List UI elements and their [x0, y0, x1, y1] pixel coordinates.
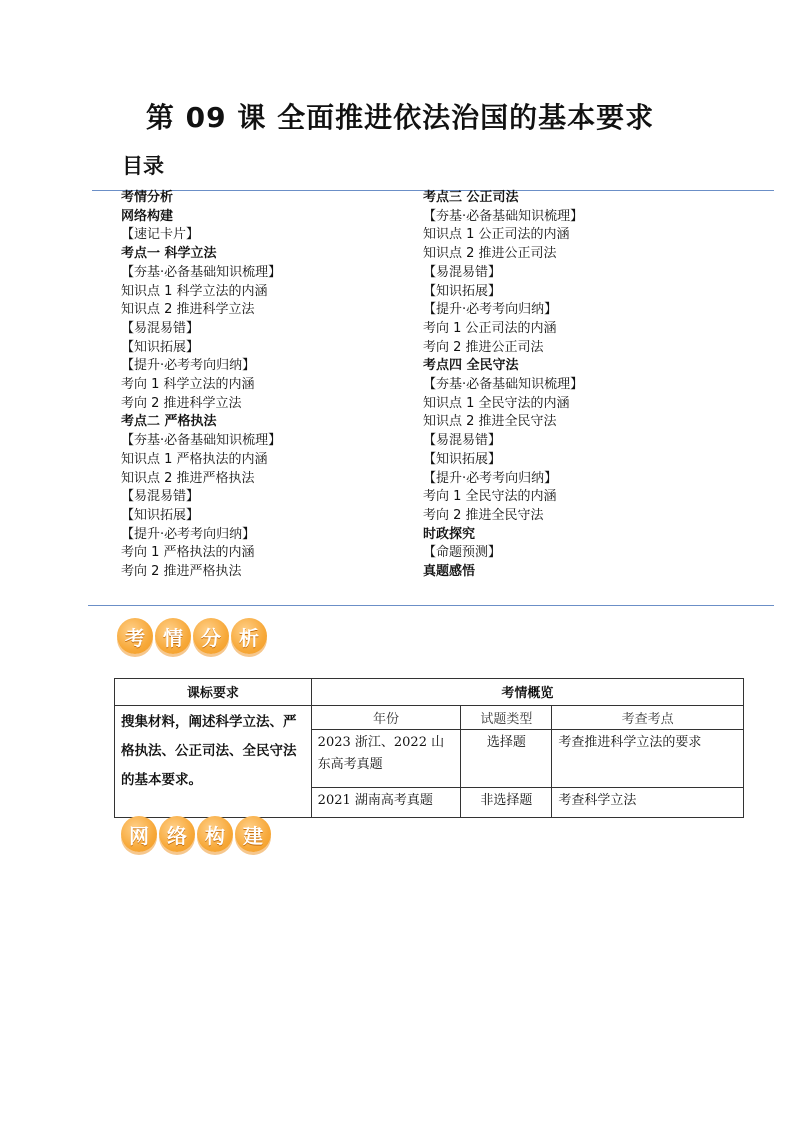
- section-badge-exam-analysis: [117, 618, 267, 654]
- toc-link[interactable]: 网络构建: [121, 208, 174, 224]
- badge-char: 建: [235, 816, 271, 852]
- toc-link[interactable]: 【速记卡片】: [121, 227, 200, 243]
- subheader-year: 年份: [311, 706, 461, 730]
- toc-link[interactable]: 考向 1 公正司法的内涵: [423, 320, 557, 336]
- toc-link[interactable]: 【易混易错】: [121, 489, 200, 505]
- year-cell: 2023 浙江、2022 山东高考真题: [311, 730, 461, 788]
- toc-link[interactable]: 【夯基·必备基础知识梳理】: [121, 433, 282, 449]
- toc-link[interactable]: 时政探究: [423, 526, 476, 542]
- badge-char: 考: [117, 618, 153, 654]
- toc-link[interactable]: 【知识拓展】: [423, 283, 502, 299]
- toc-link[interactable]: 考点一 科学立法: [121, 246, 217, 262]
- year-cell: 2021 湖南高考真题: [311, 788, 461, 818]
- toc-link[interactable]: 知识点 2 推进全民守法: [423, 414, 557, 430]
- table-subheader-row: [115, 706, 744, 730]
- toc-link[interactable]: 【知识拓展】: [121, 339, 200, 355]
- header-requirement: 课标要求: [115, 679, 312, 706]
- toc-link[interactable]: 考向 1 全民守法的内涵: [423, 489, 557, 505]
- toc-link[interactable]: 【易混易错】: [423, 264, 502, 280]
- badge-char: 情: [155, 618, 191, 654]
- toc-link[interactable]: 知识点 1 严格执法的内涵: [121, 451, 268, 467]
- toc-link[interactable]: 考向 2 推进科学立法: [121, 395, 242, 411]
- requirement-cell: 搜集材料，阐述科学立法、严格执法、公正司法、全民守法的基本要求。: [115, 706, 312, 818]
- toc-link[interactable]: 考向 2 推进公正司法: [423, 339, 544, 355]
- toc-left-column: [121, 189, 411, 582]
- subheader-point: 考查考点: [552, 706, 744, 730]
- toc-link[interactable]: 【提升·必考考向归纳】: [121, 526, 256, 542]
- toc-link[interactable]: 知识点 1 公正司法的内涵: [423, 227, 570, 243]
- toc-link[interactable]: 知识点 2 推进科学立法: [121, 302, 255, 318]
- toc-link[interactable]: 知识点 1 全民守法的内涵: [423, 395, 570, 411]
- toc-link[interactable]: 知识点 1 科学立法的内涵: [121, 283, 268, 299]
- section-badge-network: [121, 816, 271, 852]
- badge-char: 析: [231, 618, 267, 654]
- exam-analysis-table: [114, 678, 744, 818]
- badge-char: 网: [121, 816, 157, 852]
- header-overview: 考情概览: [311, 679, 743, 706]
- point-cell: 考查推进科学立法的要求: [552, 730, 744, 788]
- toc-link[interactable]: 【夯基·必备基础知识梳理】: [423, 377, 584, 393]
- toc-link[interactable]: 【知识拓展】: [423, 451, 502, 467]
- toc-link[interactable]: 知识点 2 推进严格执法: [121, 470, 255, 486]
- toc-link[interactable]: 考向 1 科学立法的内涵: [121, 377, 255, 393]
- table-header-row: [115, 679, 744, 706]
- toc-link[interactable]: 【提升·必考考向归纳】: [423, 470, 558, 486]
- subheader-type: 试题类型: [461, 706, 552, 730]
- badge-char: 络: [159, 816, 195, 852]
- type-cell: 选择题: [461, 730, 552, 788]
- toc-link[interactable]: 【夯基·必备基础知识梳理】: [423, 208, 584, 224]
- toc-link[interactable]: 知识点 2 推进公正司法: [423, 246, 557, 262]
- type-cell: 非选择题: [461, 788, 552, 818]
- toc-link[interactable]: 考向 2 推进全民守法: [423, 507, 544, 523]
- toc-link[interactable]: 考情分析: [121, 190, 174, 205]
- toc-link[interactable]: 【易混易错】: [423, 433, 502, 449]
- toc-link[interactable]: 【命题预测】: [423, 545, 502, 561]
- toc-link[interactable]: 【夯基·必备基础知识梳理】: [121, 264, 282, 280]
- toc-link[interactable]: 【知识拓展】: [121, 507, 200, 523]
- toc-link[interactable]: 考点二 严格执法: [121, 414, 217, 430]
- toc-heading: 目录: [122, 154, 164, 178]
- toc-link[interactable]: 考向 1 严格执法的内涵: [121, 545, 255, 561]
- toc-link[interactable]: 考向 2 推进严格执法: [121, 564, 242, 580]
- toc-link[interactable]: 真题感悟: [423, 564, 476, 580]
- toc-right-column: [423, 189, 723, 582]
- badge-char: 分: [193, 618, 229, 654]
- toc-link[interactable]: 考点三 公正司法: [423, 190, 519, 205]
- toc-link[interactable]: 【提升·必考考向归纳】: [423, 302, 558, 318]
- toc-link[interactable]: 【易混易错】: [121, 320, 200, 336]
- toc-link[interactable]: 考点四 全民守法: [423, 358, 519, 374]
- page-title: 第 09 课 全面推进依法治国的基本要求: [145, 101, 655, 134]
- point-cell: 考查科学立法: [552, 788, 744, 818]
- badge-char: 构: [197, 816, 233, 852]
- toc-bottom-divider: [88, 605, 774, 606]
- toc-link[interactable]: 【提升·必考考向归纳】: [121, 358, 256, 374]
